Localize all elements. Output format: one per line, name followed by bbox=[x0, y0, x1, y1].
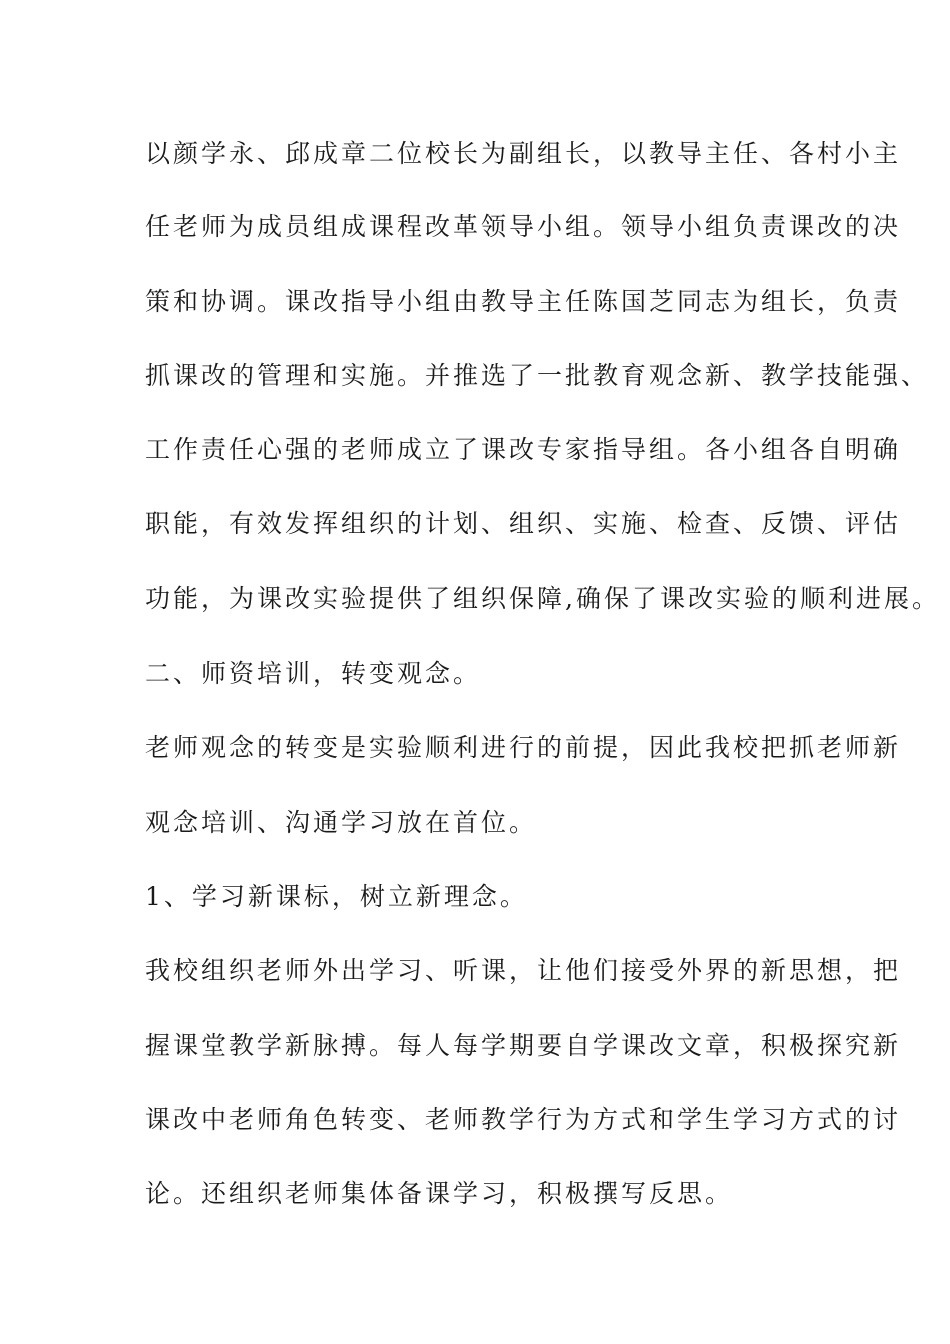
text-line: 抓课改的管理和实施。并推选了一批教育观念新、教学技能强、 bbox=[145, 361, 930, 390]
text-line: 职能，有效发挥组织的计划、组织、实施、检查、反馈、评估 bbox=[145, 509, 902, 538]
text-line: 工作责任心强的老师成立了课改专家指导组。各小组各自明确 bbox=[145, 435, 902, 464]
subsection-heading: 1、学习新课标，树立新理念。 bbox=[145, 882, 528, 911]
text-line: 功能，为课改实验提供了组织保障,确保了课改实验的顺利进展。 bbox=[145, 584, 940, 613]
text-line: 握课堂教学新脉搏。每人每学期要自学课改文章，积极探究新 bbox=[145, 1031, 902, 1060]
text-line: 老师观念的转变是实验顺利进行的前提，因此我校把抓老师新 bbox=[145, 733, 902, 762]
text-line: 课改中老师角色转变、老师教学行为方式和学生学习方式的讨 bbox=[145, 1105, 902, 1134]
text-line: 观念培训、沟通学习放在首位。 bbox=[145, 808, 538, 837]
text-line: 任老师为成员组成课程改革领导小组。领导小组负责课改的决 bbox=[145, 212, 902, 241]
section-heading: 二、师资培训，转变观念。 bbox=[145, 659, 482, 688]
text-line: 我校组织老师外出学习、听课，让他们接受外界的新思想，把 bbox=[145, 956, 902, 985]
text-line: 以颜学永、邱成章二位校长为副组长，以教导主任、各村小主 bbox=[145, 139, 902, 168]
text-line: 策和协调。课改指导小组由教导主任陈国芝同志为组长，负责 bbox=[145, 287, 902, 316]
text-line: 论。还组织老师集体备课学习，积极撰写反思。 bbox=[145, 1179, 734, 1208]
